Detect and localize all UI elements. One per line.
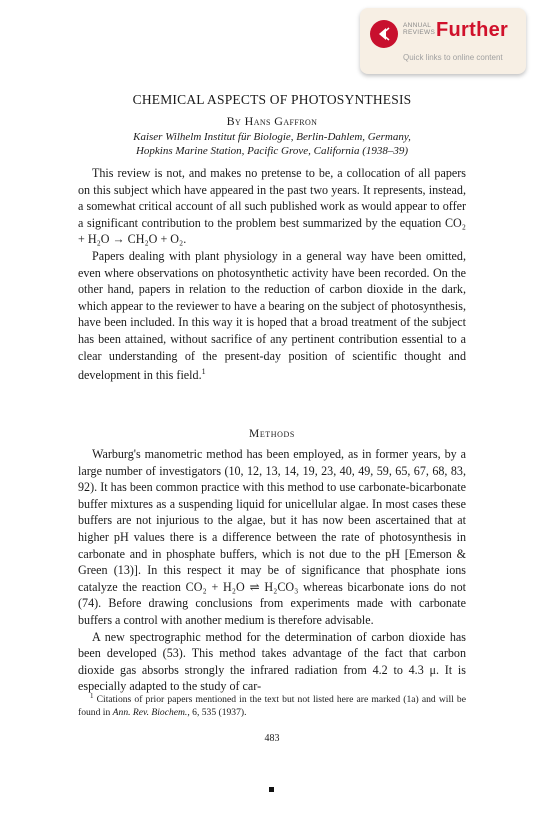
affiliation-line-1: Kaiser Wilhelm Institut für Biologie, Berlin-Dahlem, Germany,	[133, 131, 411, 143]
annual-reviews-wordmark: ANNUAL REVIEWS	[403, 22, 436, 36]
footnote-number: 1	[90, 692, 94, 700]
further-subtitle: Quick links to online content	[403, 53, 503, 62]
page-marker	[269, 787, 274, 792]
further-label: Further	[436, 19, 509, 41]
methods-paragraph-1: Warburg's manometric method has been employed, as in former years, by a large number of investigators (10, 12, 13, 14, 19, 23, 40, 49, 59, 65, 67, 68, 83, 92). It has been common practice with this method to use carbonate-bicarbonate buffer mixtures as a suspending liquid for unicellular algae. In most cases these buffers are not injurious to the algae, but it has now been ascertained that at higher pH values there is a difference between the rate of photosynthesis in carbonate and in phosphate buffers, which is not due to the pH [Emerson & Green (13)]. In this respect it may be of significance that phosphate ions catalyze the reaction CO₂ + H₂O ⇌ H₂CO₃ whereas bicarbonate ions do not (74). Before drawing conclusions from experiments made with carbonate buffers a control with another medium is therefore advisable.	[78, 447, 466, 627]
footnote-mark: 1	[201, 367, 206, 377]
intro-paragraph-2: Papers dealing with plant physiology in a general way have been omitted, even where observations on photosynthetic activity have been recorded. On the other hand, papers in relation to the reduction of carbon dioxide in the dark, which appear to the reviewer to have a bearing on the subject of photosynthesis, have been included. In this way it is hoped that a broad treatment of the subject has been attained, without sacrifice of any pertinent contribution essential to a clear understanding of the present-day position of scientific thought and development in this field.$^1$	[78, 248, 466, 383]
methods-heading: Methods	[249, 428, 295, 440]
article-author: By Hans Gaffron	[226, 114, 318, 128]
affiliation-line-2: Hopkins Marine Station, Pacific Grove, California (1938–39)	[135, 145, 409, 157]
footnote: $^1$ Citations of prior papers mentioned in the text but not listed here are marked (1a) and will be found in Ann. Rev. Biochem., 6, 535 (1937).	[78, 692, 466, 719]
methods-section	[78, 446, 466, 695]
journal-name: Ann. Rev. Biochem.	[112, 707, 188, 719]
photosynthesis-equation: CO₂ + H₂O → CH₂O + O₂.	[78, 215, 466, 247]
intro-paragraph-1: This review is not, and makes no pretense to be, a collocation of all papers on this subject which have appeared in the past two years. It represents, instead, a somewhat critical account of all such published work as would appear to offer a significant contribution to the problem best summarized by the equation CO₂ + H₂O → CH₂O + O₂.	[78, 166, 466, 247]
article-title: CHEMICAL ASPECTS OF PHOTOSYNTHESIS	[132, 92, 412, 107]
methods-paragraph-2: A new spectrographic method for the determination of carbon dioxide has been developed (53). This method takes advantage of the fact that carbon dioxide gas absorbs strongly the infrared radiation from 4.2 to 4.3 μ. It is especially adapted to the study of car-	[78, 629, 466, 694]
intro-section	[78, 165, 466, 384]
carbonic-acid-equation: CO₂ + H₂O ⇌ H₂CO₃	[185, 579, 299, 594]
page-number: 483	[264, 733, 280, 744]
